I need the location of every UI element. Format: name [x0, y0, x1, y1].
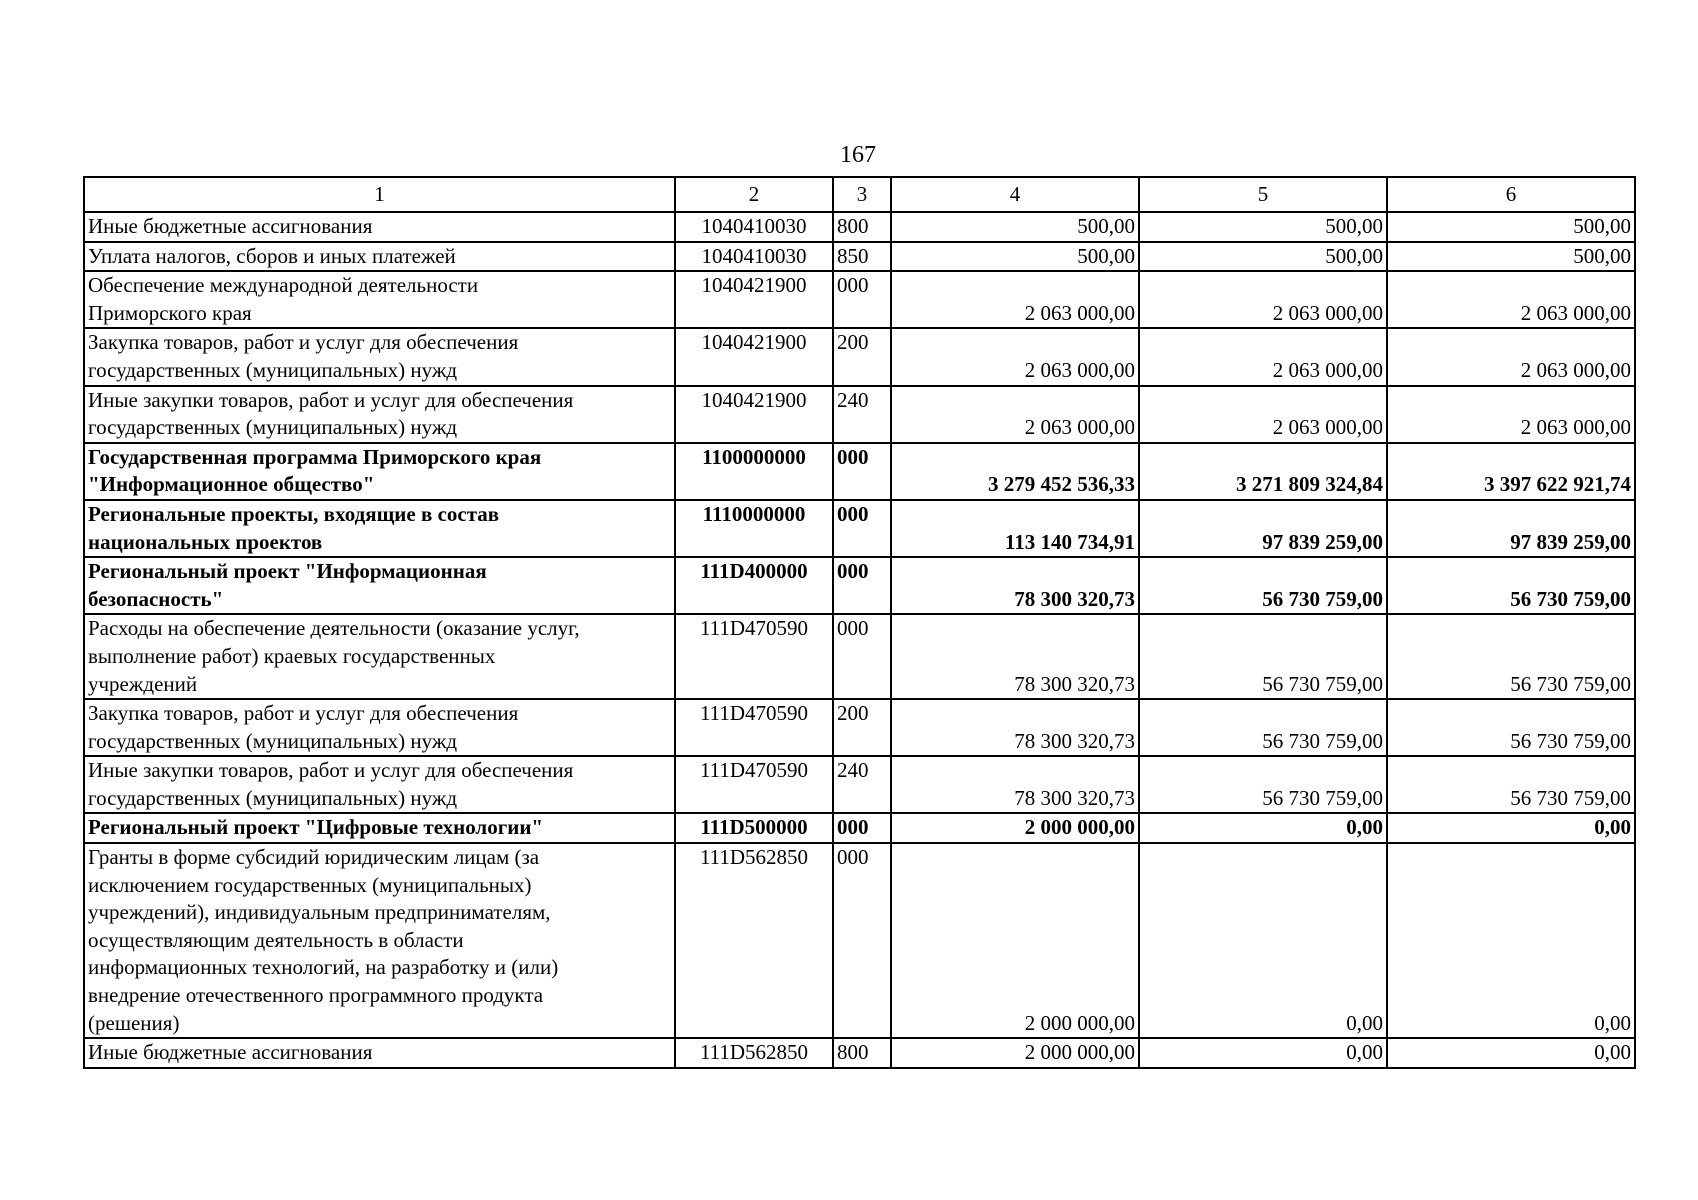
row-amount-col-4: 2 063 000,00 — [891, 271, 1139, 328]
row-code: 111D470590 — [675, 699, 833, 756]
table-header — [84, 177, 1635, 212]
table-row — [84, 212, 1635, 242]
row-name: Региональный проект "Информационная безопасность" — [84, 557, 675, 614]
row-amount-col-6: 0,00 — [1387, 813, 1635, 843]
row-amount-col-5: 56 730 759,00 — [1139, 699, 1387, 756]
row-amount-col-6: 500,00 — [1387, 242, 1635, 272]
row-code: 111D500000 — [675, 813, 833, 843]
header-col-4: 4 — [891, 177, 1139, 212]
row-code: 1040421900 — [675, 271, 833, 328]
row-amount-col-4: 78 300 320,73 — [891, 756, 1139, 813]
row-name: Уплата налогов, сборов и иных платежей — [84, 242, 675, 272]
row-expense-type: 000 — [833, 557, 891, 614]
row-code: 1040410030 — [675, 212, 833, 242]
header-col-2: 2 — [675, 177, 833, 212]
row-amount-col-4: 2 063 000,00 — [891, 386, 1139, 443]
row-amount-col-4: 78 300 320,73 — [891, 699, 1139, 756]
row-amount-col-5: 2 063 000,00 — [1139, 386, 1387, 443]
table-row — [84, 813, 1635, 843]
row-expense-type: 000 — [833, 500, 891, 557]
table-row — [84, 756, 1635, 813]
row-amount-col-5: 0,00 — [1139, 813, 1387, 843]
table-row — [84, 443, 1635, 500]
row-name: Гранты в форме субсидий юридическим лицам (за исключением государственных (муниципальных) учреждений), индивидуальным предпринимателям, осуществляющим деятельность в области информационных технологий, на разработку и (или) внедрение отечественного программного продукта (решения) — [84, 843, 675, 1038]
row-code: 111D470590 — [675, 756, 833, 813]
row-name: Обеспечение международной деятельности Приморского края — [84, 271, 675, 328]
row-name: Иные закупки товаров, работ и услуг для обеспечения государственных (муниципальных) нужд — [84, 386, 675, 443]
row-expense-type: 000 — [833, 271, 891, 328]
row-amount-col-4: 3 279 452 536,33 — [891, 443, 1139, 500]
row-name: Государственная программа Приморского края "Информационное общество" — [84, 443, 675, 500]
row-expense-type: 800 — [833, 1038, 891, 1068]
row-amount-col-6: 2 063 000,00 — [1387, 271, 1635, 328]
row-amount-col-5: 2 063 000,00 — [1139, 328, 1387, 385]
row-name: Иные бюджетные ассигнования — [84, 1038, 675, 1068]
row-amount-col-6: 97 839 259,00 — [1387, 500, 1635, 557]
row-amount-col-4: 78 300 320,73 — [891, 557, 1139, 614]
row-amount-col-6: 56 730 759,00 — [1387, 557, 1635, 614]
table-body — [84, 212, 1635, 1068]
row-amount-col-5: 2 063 000,00 — [1139, 271, 1387, 328]
page-number: 167 — [840, 142, 876, 168]
row-expense-type: 800 — [833, 212, 891, 242]
row-amount-col-5: 56 730 759,00 — [1139, 756, 1387, 813]
row-amount-col-5: 0,00 — [1139, 843, 1387, 1038]
row-expense-type: 000 — [833, 614, 891, 699]
row-expense-type: 240 — [833, 386, 891, 443]
header-col-6: 6 — [1387, 177, 1635, 212]
row-amount-col-5: 56 730 759,00 — [1139, 614, 1387, 699]
table-row — [84, 386, 1635, 443]
row-expense-type: 200 — [833, 328, 891, 385]
row-amount-col-4: 2 000 000,00 — [891, 813, 1139, 843]
header-col-3: 3 — [833, 177, 891, 212]
row-code: 1100000000 — [675, 443, 833, 500]
row-amount-col-5: 56 730 759,00 — [1139, 557, 1387, 614]
row-expense-type: 200 — [833, 699, 891, 756]
table-row — [84, 1038, 1635, 1068]
table-row — [84, 500, 1635, 557]
row-amount-col-4: 500,00 — [891, 242, 1139, 272]
row-code: 1110000000 — [675, 500, 833, 557]
row-amount-col-5: 0,00 — [1139, 1038, 1387, 1068]
row-code: 111D562850 — [675, 843, 833, 1038]
row-name: Иные закупки товаров, работ и услуг для обеспечения государственных (муниципальных) нужд — [84, 756, 675, 813]
table-row — [84, 328, 1635, 385]
row-amount-col-6: 2 063 000,00 — [1387, 386, 1635, 443]
row-code: 1040421900 — [675, 328, 833, 385]
table-row — [84, 242, 1635, 272]
row-amount-col-6: 3 397 622 921,74 — [1387, 443, 1635, 500]
row-amount-col-4: 2 063 000,00 — [891, 328, 1139, 385]
row-code: 111D470590 — [675, 614, 833, 699]
row-expense-type: 000 — [833, 813, 891, 843]
row-name: Закупка товаров, работ и услуг для обеспечения государственных (муниципальных) нужд — [84, 328, 675, 385]
row-name: Региональный проект "Цифровые технологии" — [84, 813, 675, 843]
row-amount-col-4: 78 300 320,73 — [891, 614, 1139, 699]
row-amount-col-6: 0,00 — [1387, 1038, 1635, 1068]
table-row — [84, 557, 1635, 614]
row-amount-col-4: 2 000 000,00 — [891, 843, 1139, 1038]
row-code: 1040421900 — [675, 386, 833, 443]
header-row — [84, 177, 1635, 212]
row-amount-col-6: 56 730 759,00 — [1387, 614, 1635, 699]
row-expense-type: 240 — [833, 756, 891, 813]
row-expense-type: 000 — [833, 843, 891, 1038]
row-amount-col-4: 113 140 734,91 — [891, 500, 1139, 557]
row-amount-col-6: 2 063 000,00 — [1387, 328, 1635, 385]
row-amount-col-5: 3 271 809 324,84 — [1139, 443, 1387, 500]
header-col-1: 1 — [84, 177, 675, 212]
budget-table — [83, 176, 1636, 1069]
table-row — [84, 271, 1635, 328]
row-name: Расходы на обеспечение деятельности (оказание услуг, выполнение работ) краевых государственных учреждений — [84, 614, 675, 699]
row-name: Иные бюджетные ассигнования — [84, 212, 675, 242]
row-name: Закупка товаров, работ и услуг для обеспечения государственных (муниципальных) нужд — [84, 699, 675, 756]
row-code: 111D400000 — [675, 557, 833, 614]
header-col-5: 5 — [1139, 177, 1387, 212]
row-name: Региональные проекты, входящие в состав национальных проектов — [84, 500, 675, 557]
table-row — [84, 614, 1635, 699]
row-amount-col-6: 56 730 759,00 — [1387, 699, 1635, 756]
row-code: 1040410030 — [675, 242, 833, 272]
row-amount-col-5: 500,00 — [1139, 212, 1387, 242]
table-row — [84, 843, 1635, 1038]
row-amount-col-6: 56 730 759,00 — [1387, 756, 1635, 813]
row-expense-type: 000 — [833, 443, 891, 500]
row-code: 111D562850 — [675, 1038, 833, 1068]
row-amount-col-6: 0,00 — [1387, 843, 1635, 1038]
row-amount-col-5: 97 839 259,00 — [1139, 500, 1387, 557]
row-amount-col-5: 500,00 — [1139, 242, 1387, 272]
table-row — [84, 699, 1635, 756]
row-expense-type: 850 — [833, 242, 891, 272]
row-amount-col-6: 500,00 — [1387, 212, 1635, 242]
row-amount-col-4: 500,00 — [891, 212, 1139, 242]
row-amount-col-4: 2 000 000,00 — [891, 1038, 1139, 1068]
